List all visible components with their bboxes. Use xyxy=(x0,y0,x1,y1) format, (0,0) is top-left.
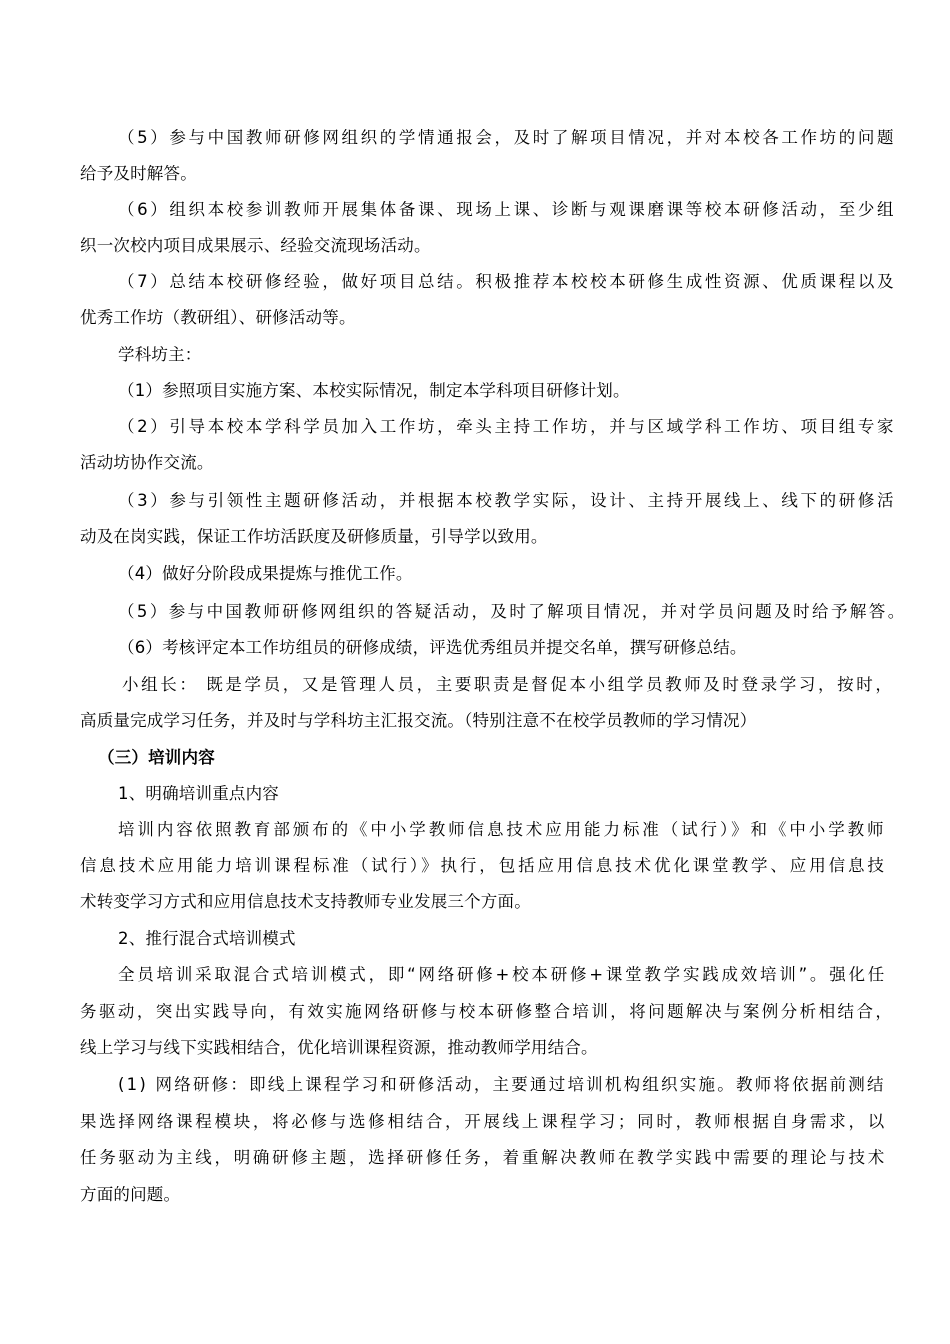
paragraph-line: 全员培训采取混合式培训模式，即“网络研修+校本研修+课堂教学实践成效培训”。强化任 xyxy=(118,965,888,984)
paragraph-line: 方面的问题。 xyxy=(80,1185,181,1204)
paragraph-line: 给予及时解答。 xyxy=(80,164,197,183)
paragraph-line: （4）做好分阶段成果提炼与推优工作。 xyxy=(118,564,413,583)
subsection-heading: 2、推行混合式培训模式 xyxy=(118,929,296,948)
section-label: 学科坊主： xyxy=(118,345,202,364)
paragraph-line: 高质量完成学习任务，并及时与学科坊主汇报交流。（特别注意不在校学员教师的学习情况） xyxy=(80,711,757,730)
paragraph-line: （1）参照项目实施方案、本校实际情况，制定本学科项目研修计划。 xyxy=(118,381,630,400)
paragraph-line: （2）引导本校本学科学员加入工作坊，牵头主持工作坊，并与区域学科工作坊、项目组专家 xyxy=(118,417,897,436)
paragraph-line: （6）考核评定本工作坊组员的研修成绩，评选优秀组员并提交名单，撰写研修总结。 xyxy=(118,638,747,657)
paragraph-line: 动及在岗实践，保证工作坊活跃度及研修质量，引导学以致用。 xyxy=(80,527,548,546)
paragraph-line: （7）总结本校研修经验，做好项目总结。积极推荐本校校本研修生成性资源、优质课程以及 xyxy=(118,272,897,291)
subsection-heading: 1、明确培训重点内容 xyxy=(118,784,279,803)
paragraph-line: （5）参与中国教师研修网组织的答疑活动，及时了解项目情况，并对学员问题及时给予解答。 xyxy=(118,602,907,621)
paragraph-line: 活动坊协作交流。 xyxy=(80,453,214,472)
paragraph-line: 线上学习与线下实践相结合，优化培训课程资源，推动教师学用结合。 xyxy=(80,1038,598,1057)
paragraph-line: 任务驱动为主线，明确研修主题，选择研修任务，着重解决教师在教学实践中需要的理论与技术 xyxy=(80,1148,887,1167)
section-heading: （三）培训内容 xyxy=(98,748,215,767)
paragraph-line: 务驱动，突出实践导向，有效实施网络研修与校本研修整合培训，将问题解决与案例分析相结合， xyxy=(80,1002,895,1021)
paragraph-line: （6）组织本校参训教师开展集体备课、现场上课、诊断与观课磨课等校本研修活动，至少组 xyxy=(118,200,897,219)
paragraph-line: (1) 网络研修：即线上课程学习和研修活动，主要通过培训机构组织实施。教师将依据前测结 xyxy=(118,1075,886,1094)
paragraph-line: 优秀工作坊（教研组）、研修活动等。 xyxy=(80,308,356,327)
paragraph-line: 果选择网络课程模块，将必修与选修相结合，开展线上课程学习；同时，教师根据自身需求，以 xyxy=(80,1112,887,1131)
paragraph-line: 小组长： 既是学员，又是管理人员，主要职责是督促本小组学员教师及时登录学习，按时， xyxy=(122,675,895,694)
paragraph-line: 培训内容依照教育部颁布的《中小学教师信息技术应用能力标准（试行）》和《中小学教师 xyxy=(118,820,887,839)
paragraph-line: （5）参与中国教师研修网组织的学情通报会，及时了解项目情况，并对本校各工作坊的问题 xyxy=(118,128,897,147)
paragraph-line: 信息技术应用能力培训课程标准（试行）》执行，包括应用信息技术优化课堂教学、应用信息技 xyxy=(80,856,887,875)
paragraph-line: 术转变学习方式和应用信息技术支持教师专业发展三个方面。 xyxy=(80,892,531,911)
paragraph-line: 织一次校内项目成果展示、经验交流现场活动。 xyxy=(80,236,431,255)
paragraph-line: （3）参与引领性主题研修活动，并根据本校教学实际，设计、主持开展线上、线下的研修活 xyxy=(118,491,897,510)
